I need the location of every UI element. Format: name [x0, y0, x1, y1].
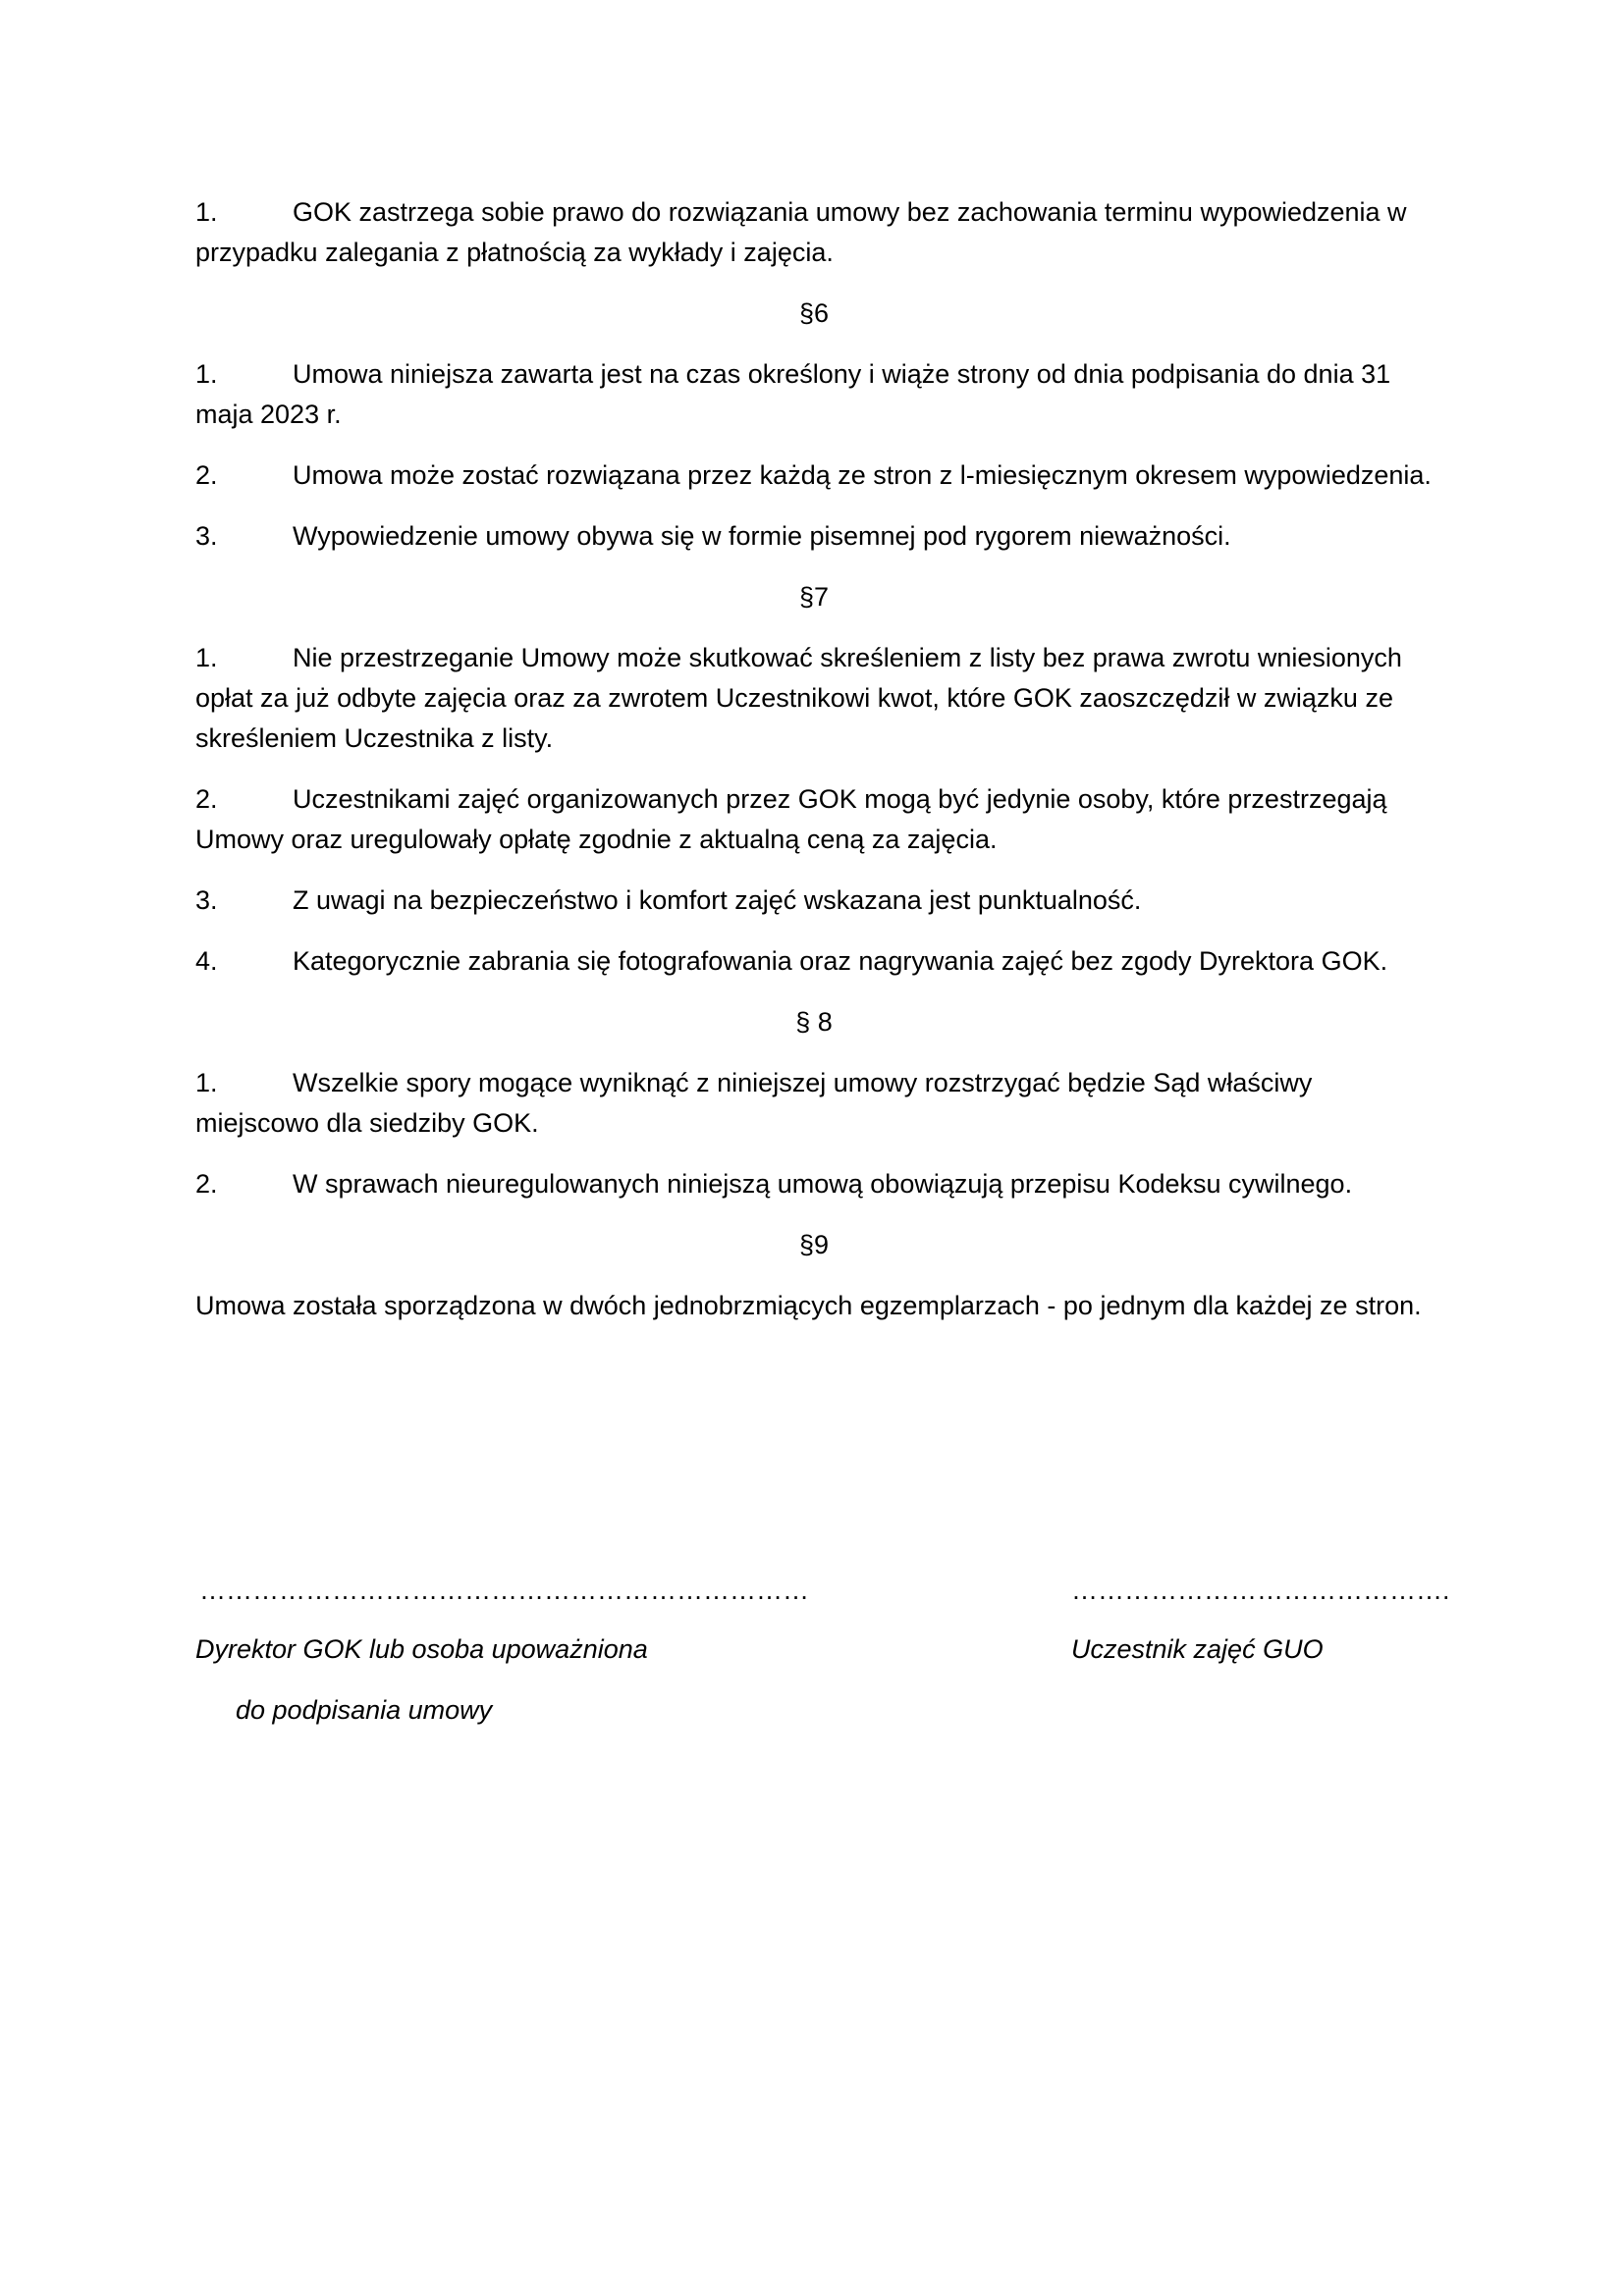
paragraph-text: Wszelkie spory mogące wyniknąć z niniejszej umowy rozstrzygać będzie Sąd właściwy miejscowo dla siedziby GOK.: [195, 1068, 1313, 1138]
paragraph-number: 1.: [195, 197, 218, 227]
paragraph-text: Nie przestrzeganie Umowy może skutkować skreśleniem z listy bez prawa zwrotu wniesionych opłat za już odbyte zajęcia oraz za zwrotem Uczestnikowi kwot, które GOK zaoszczędził w związku ze skreśleniem Uczestnika z listy.: [195, 643, 1402, 753]
paragraph-s7-2: [195, 779, 1433, 860]
paragraph-s6-1: [195, 354, 1433, 435]
section-heading-9: §9: [798, 1230, 830, 1259]
signature-label-director-line2: do podpisania umowy: [236, 1695, 493, 1725]
paragraph-text: W sprawach nieuregulowanych niniejszą umową obowiązują przepisu Kodeksu cywilnego.: [293, 1169, 1353, 1199]
paragraph-s8-2: [195, 1164, 1433, 1204]
paragraph-number: 2.: [195, 460, 218, 490]
paragraph-text: Uczestnikami zajęć organizowanych przez GOK mogą być jedynie osoby, które przestrzegają Umowy oraz uregulowały opłatę zgodnie z aktualną ceną za zajęcia.: [195, 784, 1387, 854]
signature-line-director: ……………………………………………………………: [199, 1575, 809, 1605]
paragraph-number: 1.: [195, 643, 218, 672]
paragraph-number: 1.: [195, 359, 218, 389]
paragraph-number: 1.: [195, 1068, 218, 1097]
signature-line-participant: …………………………………….: [1071, 1575, 1450, 1605]
paragraph-number: 2.: [195, 1169, 218, 1199]
paragraph-number: 3.: [195, 885, 218, 915]
paragraph-s6-2: [195, 455, 1433, 496]
paragraph-s7-3: [195, 881, 1433, 921]
paragraph-text: Z uwagi na bezpieczeństwo i komfort zajęć wskazana jest punktualność.: [293, 885, 1142, 915]
section-heading-6: §6: [798, 298, 830, 328]
paragraph-number: 2.: [195, 784, 218, 814]
signature-label-director: Dyrektor GOK lub osoba upoważniona: [195, 1634, 648, 1664]
paragraph-s9: Umowa została sporządzona w dwóch jednobrzmiących egzemplarzach - po jednym dla każdej ze stron.: [195, 1291, 1422, 1320]
paragraph-text: GOK zastrzega sobie prawo do rozwiązania umowy bez zachowania terminu wypowiedzenia w przypadku zalegania z płatnością za wykłady i zajęcia.: [195, 197, 1407, 267]
paragraph-number: 4.: [195, 946, 218, 976]
contract-body: [195, 192, 1433, 1347]
paragraph-s7-4: [195, 941, 1433, 982]
section-heading-7: §7: [798, 582, 830, 612]
paragraph-s7-1: [195, 638, 1433, 759]
paragraph-text: Umowa niniejsza zawarta jest na czas określony i wiąże strony od dnia podpisania do dnia 31 maja 2023 r.: [195, 359, 1391, 429]
paragraph-s8-1: [195, 1063, 1433, 1144]
paragraph-text: Umowa może zostać rozwiązana przez każdą ze stron z l-miesięcznym okresem wypowiedzenia.: [293, 460, 1432, 490]
paragraph-s6-3: [195, 516, 1433, 557]
paragraph-text: Wypowiedzenie umowy obywa się w formie pisemnej pod rygorem nieważności.: [293, 521, 1231, 551]
paragraph-s5-1: [195, 192, 1433, 273]
paragraph-number: 3.: [195, 521, 218, 551]
section-heading-8: § 8: [795, 1007, 833, 1037]
paragraph-text: Kategorycznie zabrania się fotografowania oraz nagrywania zajęć bez zgody Dyrektora GOK.: [293, 946, 1388, 976]
signature-label-participant: Uczestnik zajęć GUO: [1071, 1634, 1324, 1664]
